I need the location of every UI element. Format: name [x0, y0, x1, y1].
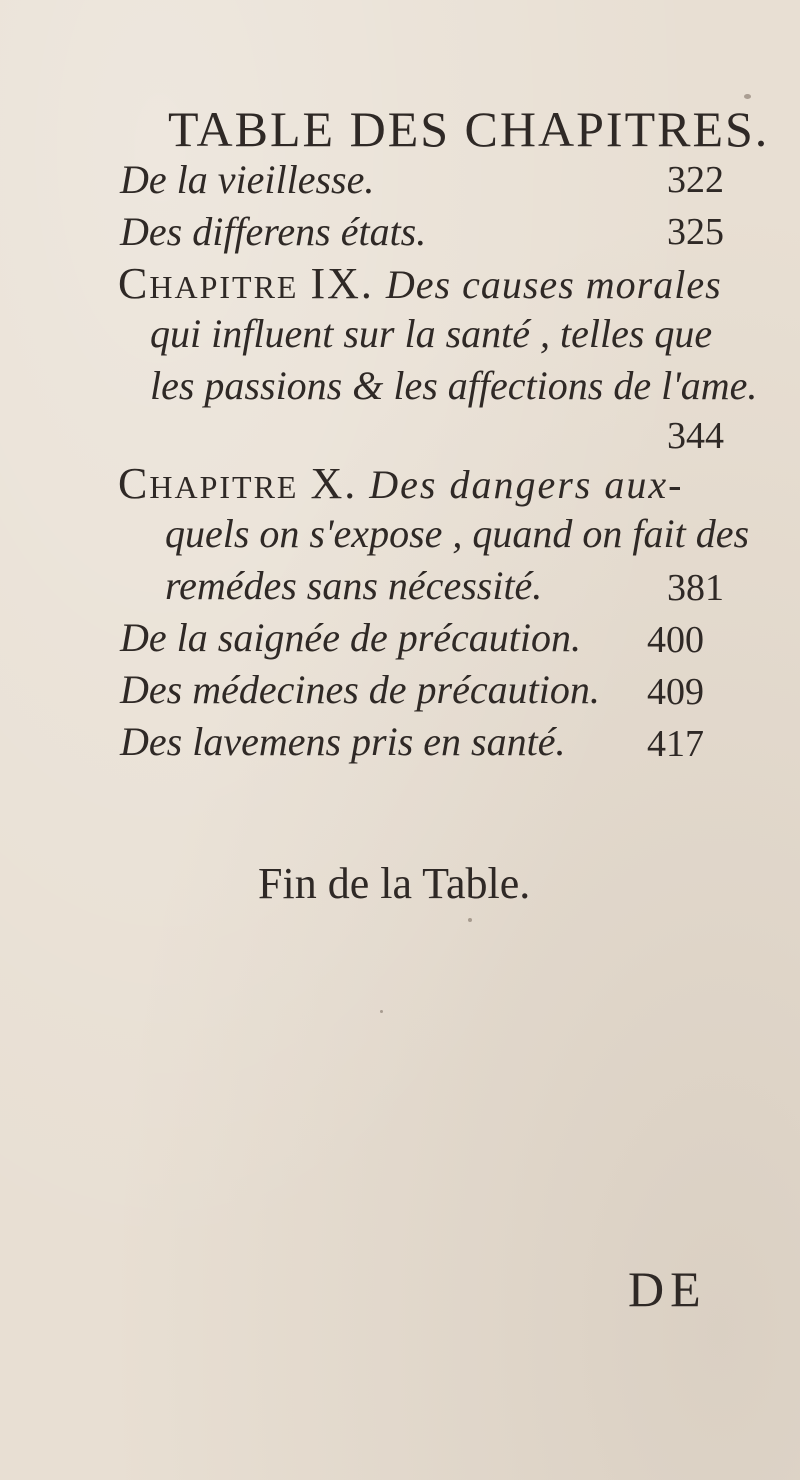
toc-page-344: 344: [667, 415, 724, 457]
toc-entry-differens-etats: Des differens états.: [120, 209, 427, 254]
toc-page-325: 325: [667, 211, 724, 253]
chapter-ix-word: HAPITRE: [149, 269, 299, 305]
chapter-heading-x: [118, 458, 683, 509]
paper-speck: [380, 1010, 383, 1013]
paper-speck: [744, 94, 751, 99]
chapter-x-title-start: Des dangers aux-: [369, 462, 684, 507]
chapter-ix-number: IX.: [310, 259, 374, 308]
toc-page-322: 322: [667, 159, 724, 201]
chapter-x-title-line3: remédes sans nécessité.: [165, 563, 543, 608]
toc-page-409: 409: [647, 671, 704, 713]
toc-entry-vieillesse: De la vieillesse.: [120, 157, 375, 202]
chapter-ix-cap: C: [118, 259, 150, 308]
toc-page-400: 400: [647, 619, 704, 661]
chapter-x-cap: C: [118, 459, 150, 508]
paper-speck: [468, 918, 472, 922]
toc-entry-medecines: Des médecines de précaution.: [120, 667, 600, 712]
chapter-ix-title-line3: les passions & les affections de l'ame.: [150, 363, 758, 408]
chapter-x-title-line2: quels on s'expose , quand on fait des: [165, 511, 750, 556]
toc-page-381: 381: [667, 567, 724, 609]
chapter-heading-ix: [118, 258, 722, 309]
toc-entry-lavemens: Des lavemens pris en santé.: [120, 719, 566, 764]
catchword: DE: [628, 1261, 707, 1317]
chapter-ix-title-line2: qui influent sur la santé , telles que: [150, 311, 713, 356]
page-title: TABLE DES CHAPITRES.: [168, 101, 770, 157]
chapter-ix-title-start: Des causes morales: [385, 262, 722, 307]
toc-page-417: 417: [647, 723, 704, 765]
end-of-table: Fin de la Table.: [258, 859, 531, 908]
chapter-x-number: X.: [310, 459, 358, 508]
chapter-x-word: HAPITRE: [149, 469, 299, 505]
toc-entry-saignee: De la saignée de précaution.: [120, 615, 581, 660]
